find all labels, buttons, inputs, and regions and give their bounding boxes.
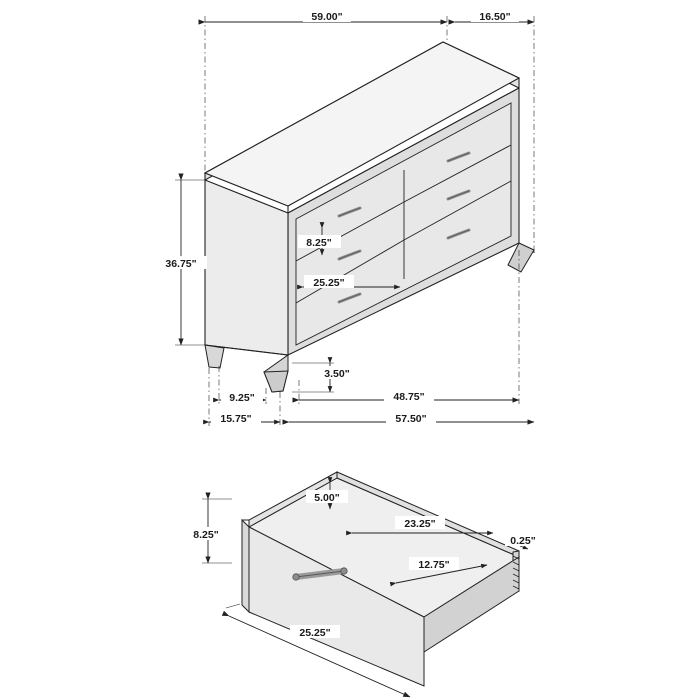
- dim-label-drawer-width-inner: 25.25": [313, 277, 345, 289]
- dim-foot-depth: [219, 366, 266, 404]
- dim-label-base-width-outer: 57.50": [395, 413, 427, 425]
- dim-height: [157, 180, 207, 345]
- dim-label-width-top: 59.00": [311, 11, 343, 23]
- dim-label-drawer-side-height: 8.25": [193, 529, 219, 541]
- dresser-view: [157, 9, 534, 426]
- dim-label-foot-depth: 9.25": [229, 392, 255, 404]
- dim-label-panel-thickness: 0.25": [510, 535, 536, 547]
- dim-label-drawer-inner-front-depth: 5.00": [314, 492, 340, 504]
- dim-label-drawer-inner-side-depth: 12.75": [418, 559, 450, 571]
- dresser-front-panel: [205, 180, 288, 355]
- drawer-detail-view: [185, 472, 541, 697]
- dim-label-drawer-height-inner: 8.25": [306, 237, 332, 249]
- dim-label-leg-height: 3.50": [324, 368, 350, 380]
- dim-label-base-width-inner: 48.75": [393, 391, 425, 403]
- dim-label-depth-top: 16.50": [479, 11, 511, 23]
- dim-label-height: 36.75": [165, 258, 197, 270]
- dim-leg-height: [292, 363, 357, 392]
- dim-panel-thickness: [505, 533, 541, 549]
- dim-label-base-depth: 15.75": [220, 413, 252, 425]
- dim-label-drawer-inner-width: 23.25": [404, 518, 436, 530]
- dim-label-drawer-outer-width: 25.25": [299, 627, 331, 639]
- dim-drawer-side-height: [185, 499, 232, 563]
- dim-base-width-outer: [289, 411, 534, 425]
